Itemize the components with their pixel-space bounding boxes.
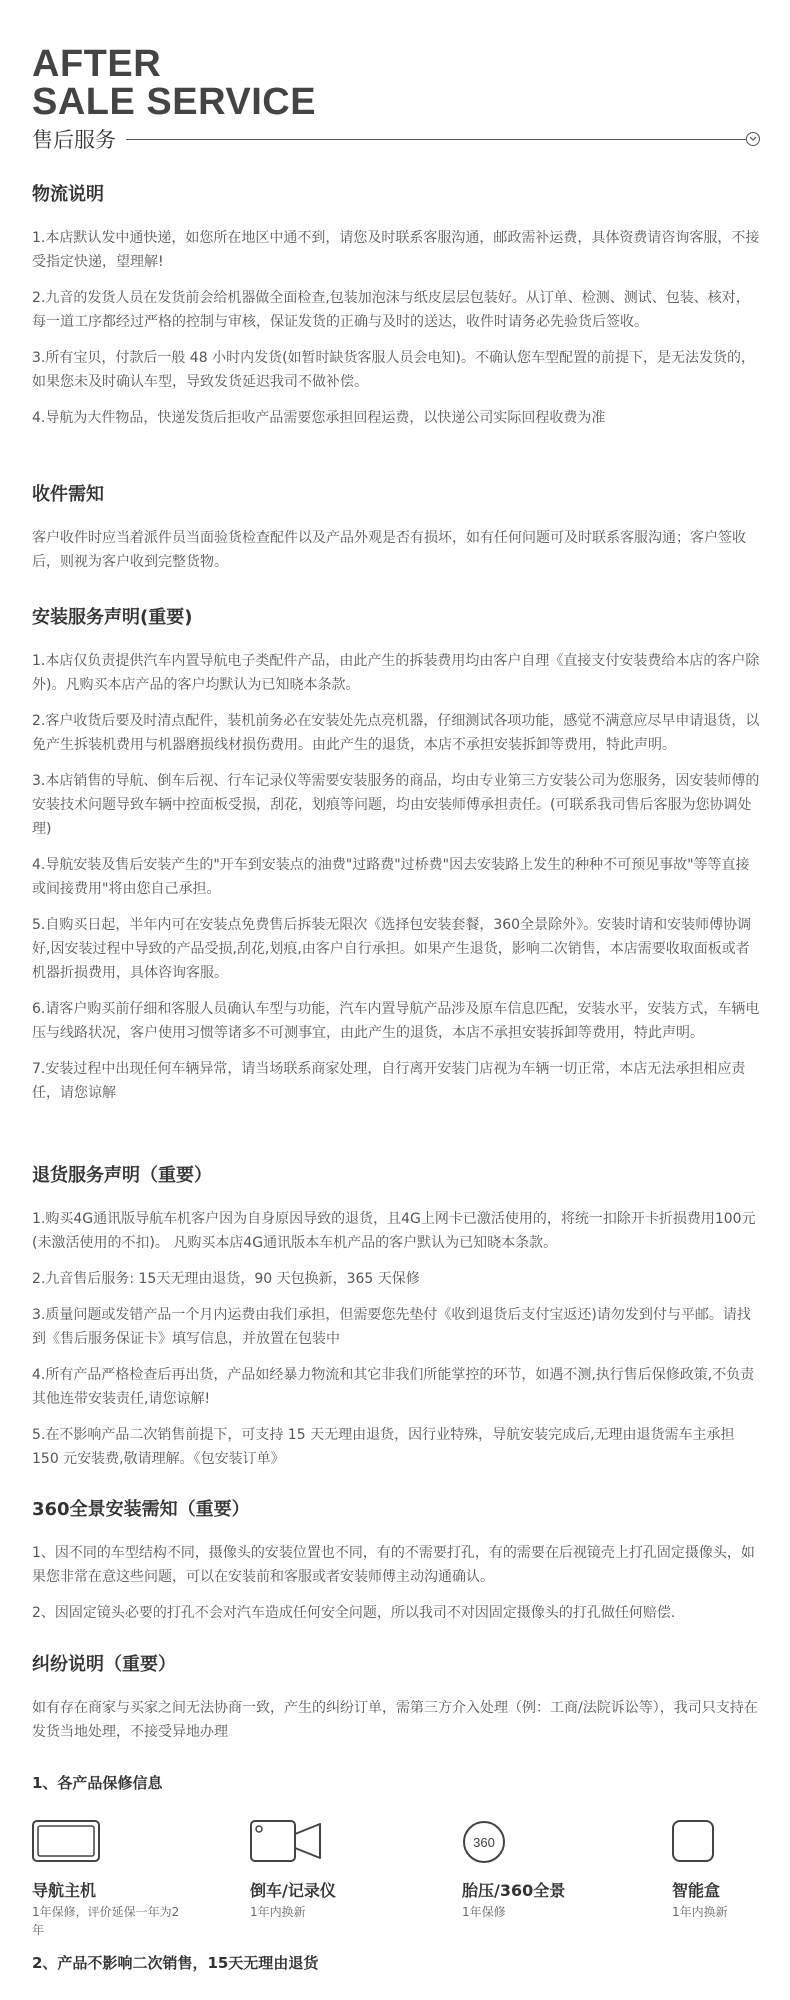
section-paragraph: 1、因不同的车型结构不同，摄像头的安装位置也不同，有的不需要打孔，有的需要在后视镜壳上打孔固定摄像头，如果您非常在意这些问题，可以在安装前和客服或者安装师傅主动沟通确认。	[32, 1545, 755, 1585]
section-returns	[32, 1163, 760, 1471]
section-logistics	[32, 182, 760, 430]
product-tpms-360	[462, 1820, 622, 1921]
hero-title-line2: SALE SERVICE	[32, 81, 317, 123]
section-paragraph: 1.购买4G通讯版导航车机客户因为自身原因导致的退货，且4G上网卡已激活使用的，将统一扣除开卡折损费用100元(未激活使用的不扣)。 凡购买本店4G通讯版本车机产品的客户默认为已知晓本条款。	[32, 1211, 756, 1251]
section-paragraph: 2.客户收货后要及时清点配件，装机前务必在安装处先点亮机器，仔细测试各项功能，感觉不满意应尽早申请退货，以免产生拆装机费用与机器磨损线材损伤费用。由此产生的退货，本店不承担安装拆卸等费用，特此声明。	[32, 713, 760, 753]
section-paragraph: 5.自购买日起，半年内可在安装点免费售后拆装无限次《选择包安装套餐，360全景除外》。安装时请和安装师傅协调好,因安装过程中导致的产品受损,刮花,划痕,由客户自行承担。如果产生退货，影响二次销售，本店需要收取面板或者机器折损费用，具体咨询客服。	[32, 917, 752, 981]
hero-subtitle-row	[32, 124, 760, 154]
box-icon	[672, 1820, 790, 1868]
product-name: 导航主机	[32, 1881, 97, 1900]
section-paragraph: 3.本店销售的导航、倒车后视、行车记录仪等需要安装服务的商品，均由专业第三方安装公司为您服务，因安装师傅的安装技术问题导致车辆中控面板受损，刮花，划痕等问题，均由安装师傅承担责任。(可联系我司售后客服为您协调处理)	[32, 773, 760, 837]
section-paragraph: 4.导航安装及售后安装产生的"开车到安装点的油费"过路费"过桥费"因去安装路上发生的种种不可预见事故"等等直接或间接费用"将由您自己承担。	[32, 857, 750, 897]
section-title: 安装服务声明(重要)	[32, 607, 193, 628]
section-title: 退货服务声明（重要）	[32, 1165, 212, 1186]
section-paragraph: 1.本店仅负责提供汽车内置导航电子类配件产品，由此产生的拆装费用均由客户自理《直接支付安装费给本店的客户除外)。凡购买本店产品的客户均默认为已知晓本条款。	[32, 653, 760, 693]
product-desc: 1年保修，评价延保一年为2年	[32, 1905, 180, 1937]
section-paragraph: 2.九音售后服务: 15天无理由退货，90 天包换新，365 天保修	[32, 1271, 420, 1287]
product-camera	[250, 1820, 410, 1921]
section-paragraph: 7.安装过程中出现任何车辆异常，请当场联系商家处理，自行离开安装门店视为车辆一切正常，本店无法承担相应责任，请您谅解	[32, 1061, 746, 1101]
product-name: 胎压/360全景	[462, 1881, 566, 1900]
product-name: 智能盒	[672, 1881, 721, 1900]
hero-title-line1: AFTER	[32, 43, 162, 85]
section-title: 物流说明	[32, 184, 104, 205]
product-nav-host	[32, 1820, 192, 1939]
section-paragraph: 2、因固定镜头必要的打孔不会对汽车造成任何安全问题，所以我司不对因固定摄像头的打孔做任何赔偿.	[32, 1605, 676, 1621]
section-title: 收件需知	[32, 484, 104, 505]
section-paragraph: 3.质量问题或发错产品一个月内运费由我们承担，但需要您先垫付《收到退货后支付宝返还)请勿发到付与平邮。请找到《售后服务保证卡》填写信息，并放置在包装中	[32, 1307, 751, 1347]
product-desc: 1年内换新	[672, 1905, 728, 1919]
section-paragraph: 3.所有宝贝，付款后一般 48 小时内发货(如暂时缺货客服人员会电知)。不确认您车型配置的前提下，是无法发货的，如果您未及时确认车型，导致发货延迟我司不做补偿。	[32, 350, 755, 390]
section-paragraph: 如有存在商家与买家之间无法协商一致，产生的纠纷订单，需第三方介入处理（例：工商/法院诉讼等），我司只支持在发货当地处理，不接受异地办理	[32, 1700, 758, 1740]
section-title: 360全景安装需知（重要）	[32, 1499, 250, 1520]
section-receiving	[32, 482, 760, 574]
section-disputes	[32, 1652, 760, 1744]
section-paragraph: 4.导航为大件物品，快递发货后拒收产品需要您承担回程运费，以快递公司实际回程收费为准	[32, 410, 606, 426]
hero-subtitle: 售后服务	[32, 128, 116, 152]
section-paragraph: 4.所有产品严格检查后再出货，产品如经暴力物流和其它非我们所能掌控的环节，如遇不测,执行售后保修政策,不负责其他连带安装责任,请您谅解!	[32, 1367, 755, 1407]
section-paragraph: 2.九音的发货人员在发货前会给机器做全面检查,包装加泡沫与纸皮层层包装好。从订单、检测、测试、包装、核对，每一道工序都经过严格的控制与审核，保证发货的正确与及时的送达，收件时请务必先验货后签收。	[32, 290, 750, 330]
warranty-section	[32, 1772, 760, 1793]
360-icon-text: 360	[473, 1835, 495, 1850]
divider-line	[126, 139, 746, 140]
warranty-title: 1、各产品保修信息	[32, 1774, 163, 1792]
360-icon	[462, 1820, 622, 1868]
footer-title: 2、产品不影响二次销售，15天无理由退货	[32, 1954, 319, 1972]
section-360-install	[32, 1497, 760, 1625]
tablet-icon	[32, 1820, 192, 1868]
chevron-down-circle-icon	[746, 132, 760, 146]
section-paragraph: 6.请客户购买前仔细和客服人员确认车型与功能，汽车内置导航产品涉及原车信息匹配，安装水平，安装方式，车辆电压与线路状况，客户使用习惯等诸多不可测事宜，由此产生的退货，本店不承担安装拆卸等费用，特此声明。	[32, 1001, 760, 1041]
product-smart-box	[672, 1820, 790, 1921]
section-paragraph: 5.在不影响产品二次销售前提下，可支持 15 天无理由退货，因行业特殊，导航安装完成后,无理由退货需车主承担 150 元安装费,敬请理解。《包安装订单》	[32, 1427, 735, 1467]
section-paragraph: 客户收件时应当着派件员当面验货检查配件以及产品外观是否有损坏，如有任何问题可及时联系客服沟通；客户签收后，则视为客户收到完整货物。	[32, 530, 746, 570]
section-title: 纠纷说明（重要）	[32, 1654, 176, 1675]
section-installation	[32, 605, 760, 1105]
product-name: 倒车/记录仪	[250, 1881, 336, 1900]
section-paragraph: 1.本店默认发中通快递，如您所在地区中通不到，请您及时联系客服沟通，邮政需补运费，具体资费请咨询客服，不接受指定快递，望理解!	[32, 230, 760, 270]
footer-section	[32, 1952, 760, 1973]
product-desc: 1年内换新	[250, 1905, 306, 1919]
product-desc: 1年保修	[462, 1905, 506, 1919]
camera-icon	[250, 1820, 410, 1868]
